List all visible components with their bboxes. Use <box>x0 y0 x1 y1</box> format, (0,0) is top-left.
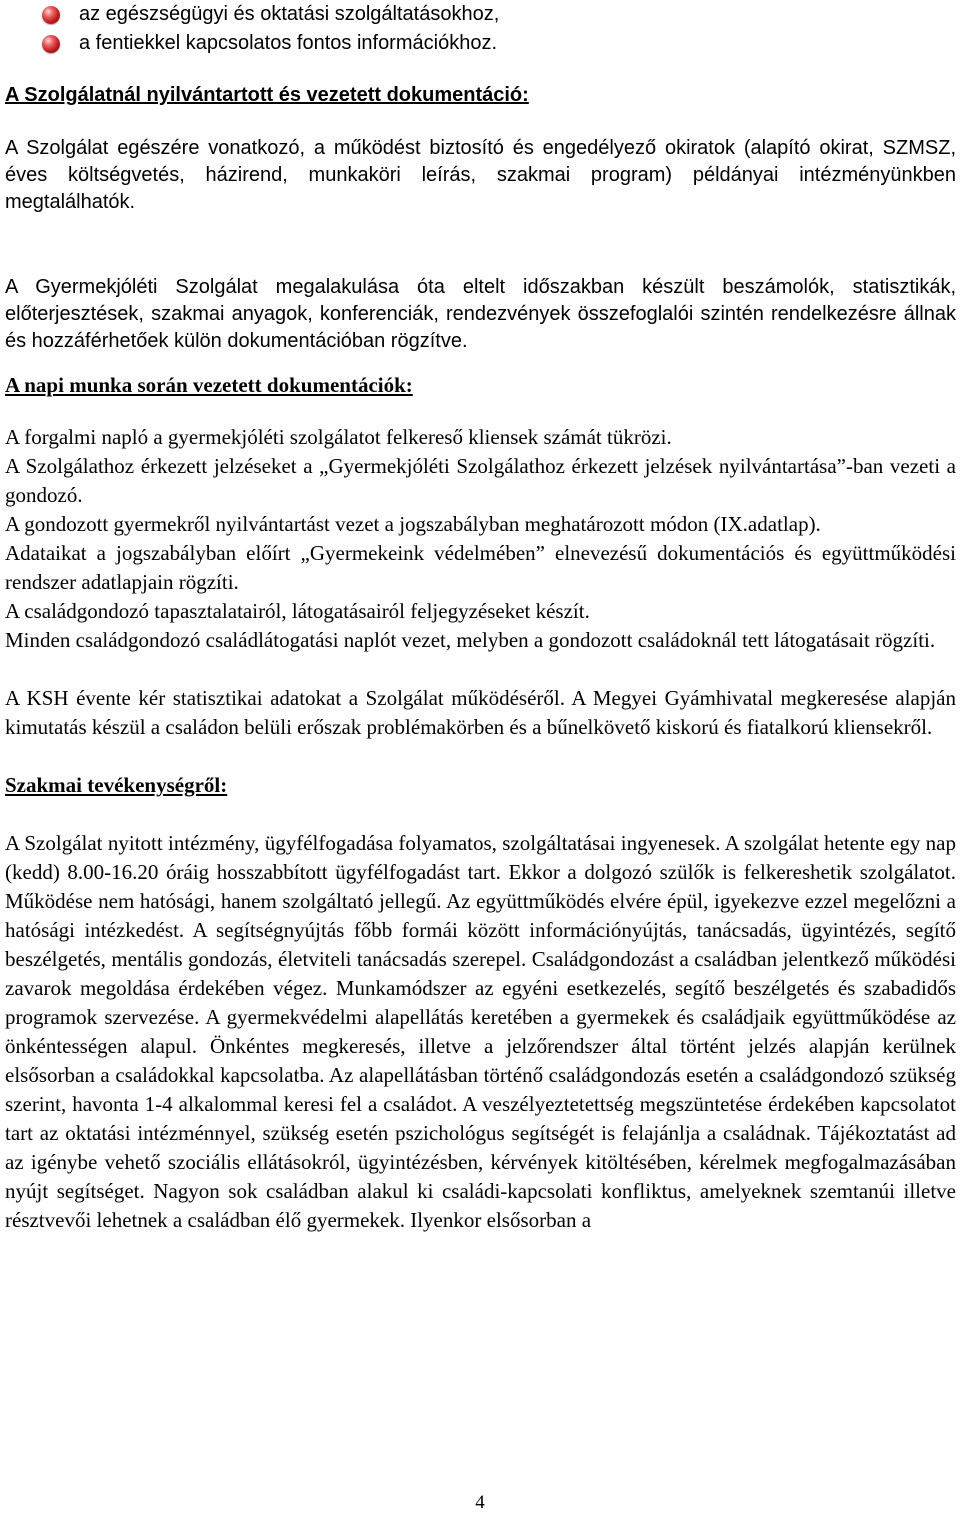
bullet-list <box>5 0 956 58</box>
document-page <box>5 0 956 1235</box>
list-item-text: az egészségügyi és oktatási szolgáltatásokhoz, <box>79 3 500 25</box>
section-heading-professional-activity: Szakmai tevékenységről: <box>5 773 228 797</box>
paragraph-signals-register: A Szolgálathoz érkezett jelzéseket a „Gyermekjóléti Szolgálathoz érkezett jelzések nyilvántartása”-ban vezeti a gondozó. <box>5 454 956 507</box>
list-item-text: a fentiekkel kapcsolatos fontos információkhoz. <box>79 32 497 54</box>
paragraph-visit-log: Minden családgondozó családlátogatási naplót vezet, melyben a gondozott családoknál tett látogatásait rögzíti. <box>5 628 936 652</box>
paragraph-founding-documents: A Szolgálat egészére vonatkozó, a működést biztosító és engedélyező okiratok (alapító okirat, SZMSZ, éves költségvetés, házirend, munkaköri leírás, szakmai program) példányai intézményünkben megtalálhatók. <box>5 137 956 213</box>
paragraph-ksh-statistics: A KSH évente kér statisztikai adatokat a Szolgálat működéséről. A Megyei Gyámhivatal megkeresése alapján kimutatás készül a családon belüli erőszak problémakörben és a bűnelkövető kiskorú és fiatalkorú kliensekről. <box>5 686 956 739</box>
section-heading-documentation: A Szolgálatnál nyilvántartott és vezetett dokumentáció: <box>5 84 529 106</box>
red-ball-bullet-icon <box>42 6 60 24</box>
paragraph-child-register: A gondozott gyermekről nyilvántartást vezet a jogszabályban meghatározott módon (IX.adatlap). <box>5 512 821 536</box>
list-item <box>5 29 956 58</box>
paragraph-notes: A családgondozó tapasztalatairól, látogatásairól feljegyzéseket készít. <box>5 599 590 623</box>
section-heading-daily-documentation: A napi munka során vezetett dokumentációk: <box>5 373 413 397</box>
red-ball-bullet-icon <box>42 35 60 53</box>
paragraph-reports: A Gyermekjóléti Szolgálat megalakulása óta eltelt időszakban készült beszámolók, statisztikák, előterjesztések, szakmai anyagok, konferenciák, rendezvények összefoglalói szintén rendelkezésre állnak és hozzáférhetőek külön dokumentációban rögzítve. <box>5 276 956 352</box>
paragraph-data-sheets: Adataikat a jogszabályban előírt „Gyermekeink védelmében” elnevezésű dokumentációs és együttműködési rendszer adatlapjain rögzíti. <box>5 541 956 594</box>
paragraph-traffic-log: A forgalmi napló a gyermekjóléti szolgálatot felkereső kliensek számát tükrözi. <box>5 425 672 449</box>
paragraph-professional-activity: A Szolgálat nyitott intézmény, ügyfélfogadása folyamatos, szolgáltatásai ingyenesek. A szolgálat hetente egy nap (kedd) 8.00-16.20 óráig hosszabbított ügyfélfogadást tart. Ekkor a dolgozó szülők is felkereshetik szolgálatot. Működése nem hatósági, hanem szolgáltató jellegű. Az együttműködés elvére épül, igyekezve ezzel megelőzni a hatósági intézkedést. A segítségnyújtás főbb formái között információnyújtás, tanácsadás, ügyintézés, segítő beszélgetés, mentális gondozás, életviteli tanácsadás szerepel. Családgondozást a családban jelentkező működési zavarok megoldása érdekében végez. Munkamódszer az egyéni esetkezelés, segítő beszélgetés és szabadidős programok szervezése. A gyermekvédelmi alapellátás keretében a gyermekek és családjaik együttműködése az önkéntességen alapul. Önkéntes megkeresés, illetve a jelzőrendszer által történt jelzés alapján kerülnek elsősorban a családokkal kapcsolatba. Az alapellátásban történő családgondozás esetén a családgondozó szükség szerint, havonta 1-4 alkalommal keresi fel a családot. A veszélyeztetettség megszüntetése érdekében kapcsolatot tart az oktatási intézménnyel, szükség esetén pszichológus segítségét is felajánlja a családnak. Tájékoztatást ad az igénybe vehető szociális ellátásokról, ügyintézésben, kérvények kitöltésében, kérelmek megfogalmazásában nyújt segítséget. Nagyon sok családban alakul ki családi-kapcsolati konfliktus, amelyeknek szemtanúi illetve résztvevői lehetnek a családban élő gyermekek. Ilyenkor elsősorban a <box>5 831 956 1232</box>
list-item <box>5 0 956 29</box>
page-number: 4 <box>475 1492 485 1513</box>
